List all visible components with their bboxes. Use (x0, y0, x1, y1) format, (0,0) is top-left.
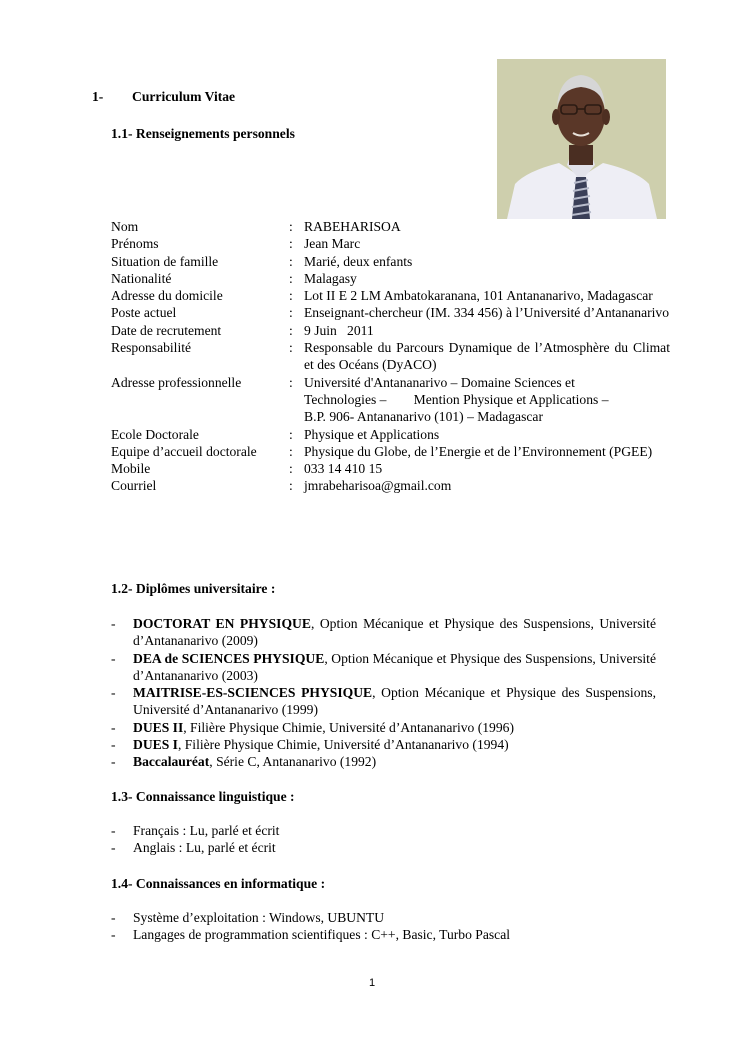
list-item-text: Anglais : Lu, parlé et écrit (133, 840, 276, 856)
info-label: Adresse professionnelle (111, 374, 242, 390)
info-label: Ecole Doctorale (111, 426, 199, 442)
section-title-diplomas: 1.2- Diplômes universitaire : (111, 581, 276, 596)
info-separator: : (289, 340, 293, 356)
info-row-nationalite (111, 270, 671, 287)
list-item-text (133, 736, 656, 753)
section-title-computing: 1.4- Connaissances en informatique : (111, 876, 326, 891)
info-separator: : (289, 426, 293, 442)
diploma-details: , Option Mécanique et Physique des Suspensions, Université d’Antananarivo (1999) (133, 685, 656, 718)
diploma-details: , Option Mécanique et Physique des Suspensions, Université d’Antananarivo (2003) (133, 650, 656, 683)
info-label: Nom (111, 219, 139, 234)
list-item (111, 822, 656, 839)
info-row-prenoms (111, 235, 671, 252)
diploma-name: Baccalauréat (133, 754, 210, 770)
info-row-adresse-domicile (111, 287, 671, 304)
info-label: Adresse du domicile (111, 288, 223, 304)
list-item (111, 926, 656, 943)
info-label: Situation de famille (111, 253, 219, 269)
bullet-dash: - (111, 840, 116, 856)
list-item (111, 909, 656, 926)
bullet-dash: - (111, 927, 116, 943)
info-row-ecole-doctorale (111, 426, 671, 443)
info-label: Courriel (111, 478, 157, 494)
personal-info-table (111, 218, 671, 495)
info-separator: : (289, 322, 293, 338)
bullet-dash: - (111, 737, 116, 753)
list-item-text (133, 684, 656, 719)
list-item (111, 650, 656, 685)
info-value: Malagasy (304, 270, 357, 286)
language-list (111, 822, 656, 857)
bullet-dash: - (111, 616, 116, 631)
bullet-dash: - (111, 650, 116, 666)
info-row-adresse-professionnelle (111, 374, 671, 426)
info-value: Marié, deux enfants (304, 253, 413, 269)
info-value: Lot II E 2 LM Ambatokaranana, 101 Antananarivo, Madagascar (304, 288, 653, 304)
bullet-dash: - (111, 754, 116, 770)
list-item-text: Langages de programmation scientifiques : C++, Basic, Turbo Pascal (133, 927, 511, 943)
bullet-dash: - (111, 719, 116, 735)
list-item-text (133, 753, 656, 770)
info-separator: : (289, 478, 293, 494)
info-value: 9 Juin 2011 (304, 322, 374, 338)
bullet-dash: - (111, 823, 116, 838)
diploma-details: , Filière Physique Chimie, Université d’Antananarivo (1996) (183, 719, 514, 735)
portrait-photo (497, 59, 666, 219)
info-value: Physique et Applications (304, 426, 440, 442)
list-item-text: Français : Lu, parlé et écrit (133, 823, 280, 838)
info-value-line: Université d'Antananarivo – Domaine Sciences et (304, 374, 575, 390)
info-label: Responsabilité (111, 340, 192, 356)
list-item (111, 615, 656, 650)
info-value: Physique du Globe, de l’Energie et de l’Environnement (PGEE) (304, 443, 653, 459)
info-label: Equipe d’accueil doctorale (111, 443, 257, 459)
info-separator: : (289, 253, 293, 269)
section-title-personal: 1.1- Renseignements personnels (111, 126, 295, 141)
info-separator: : (289, 305, 293, 321)
info-row-equipe (111, 443, 671, 460)
info-separator: : (289, 270, 293, 286)
computing-list (111, 909, 656, 944)
list-item-text: Système d’exploitation : Windows, UBUNTU (133, 910, 385, 925)
info-value: Responsable du Parcours Dynamique de l’Atmosphère du Climat et des Océans (DyACO) (304, 340, 670, 373)
diploma-details: , Série C, Antananarivo (1992) (209, 754, 377, 770)
info-value: Enseignant-chercheur (IM. 334 456) à l’Université d’Antananarivo (304, 305, 670, 321)
info-separator: : (289, 461, 293, 477)
info-separator: : (289, 288, 293, 304)
diploma-name: DEA de SCIENCES PHYSIQUE (133, 650, 325, 666)
diploma-name: DUES II (133, 719, 184, 735)
info-row-responsabilite (111, 339, 671, 374)
info-row-poste-actuel (111, 304, 671, 321)
info-separator: : (289, 374, 293, 390)
document-title (92, 88, 235, 105)
diploma-name: DOCTORAT EN PHYSIQUE (133, 616, 311, 631)
info-value-line: B.P. 906- Antananarivo (101) – Madagascar (304, 409, 543, 425)
info-label: Mobile (111, 461, 151, 477)
list-item (111, 684, 656, 719)
info-value: RABEHARISOA (304, 219, 401, 234)
info-label: Nationalité (111, 270, 172, 286)
info-separator: : (289, 219, 293, 234)
list-item (111, 736, 656, 753)
list-item (111, 839, 656, 856)
info-separator: : (289, 236, 293, 252)
info-row-courriel (111, 477, 671, 494)
info-label: Date de recrutement (111, 322, 222, 338)
info-value: Jean Marc (304, 236, 361, 252)
list-item (111, 753, 656, 770)
section-number: 1- (92, 89, 104, 104)
info-value-line: Technologies – Mention Physique et Applications – (304, 391, 609, 407)
info-row-situation (111, 253, 671, 270)
email-value: jmrabeharisoa@gmail.com (304, 478, 452, 494)
info-label: Poste actuel (111, 305, 177, 321)
info-row-date-recrutement (111, 322, 671, 339)
info-label: Prénoms (111, 236, 159, 252)
list-item-text (133, 650, 656, 685)
page-number: 1 (368, 977, 376, 989)
list-item-text (133, 615, 656, 650)
info-row-mobile (111, 460, 671, 477)
list-item (111, 719, 656, 736)
section-title-languages: 1.3- Connaissance linguistique : (111, 789, 295, 804)
diploma-details: , Option Mécanique et Physique des Suspensions, Université d’Antananarivo (2009) (133, 616, 656, 649)
bullet-dash: - (111, 910, 116, 925)
diploma-name: DUES I (133, 737, 178, 753)
info-value: 033 14 410 15 (304, 461, 383, 477)
list-item-text (133, 719, 656, 736)
title-text: Curriculum Vitae (132, 89, 236, 104)
diploma-list (111, 615, 656, 771)
info-separator: : (289, 443, 293, 459)
diploma-name: MAITRISE-ES-SCIENCES PHYSIQUE (133, 685, 373, 701)
bullet-dash: - (111, 685, 116, 701)
diploma-details: , Filière Physique Chimie, Université d’Antananarivo (1994) (177, 737, 509, 753)
info-value (304, 374, 670, 426)
info-row-nom (111, 218, 671, 235)
